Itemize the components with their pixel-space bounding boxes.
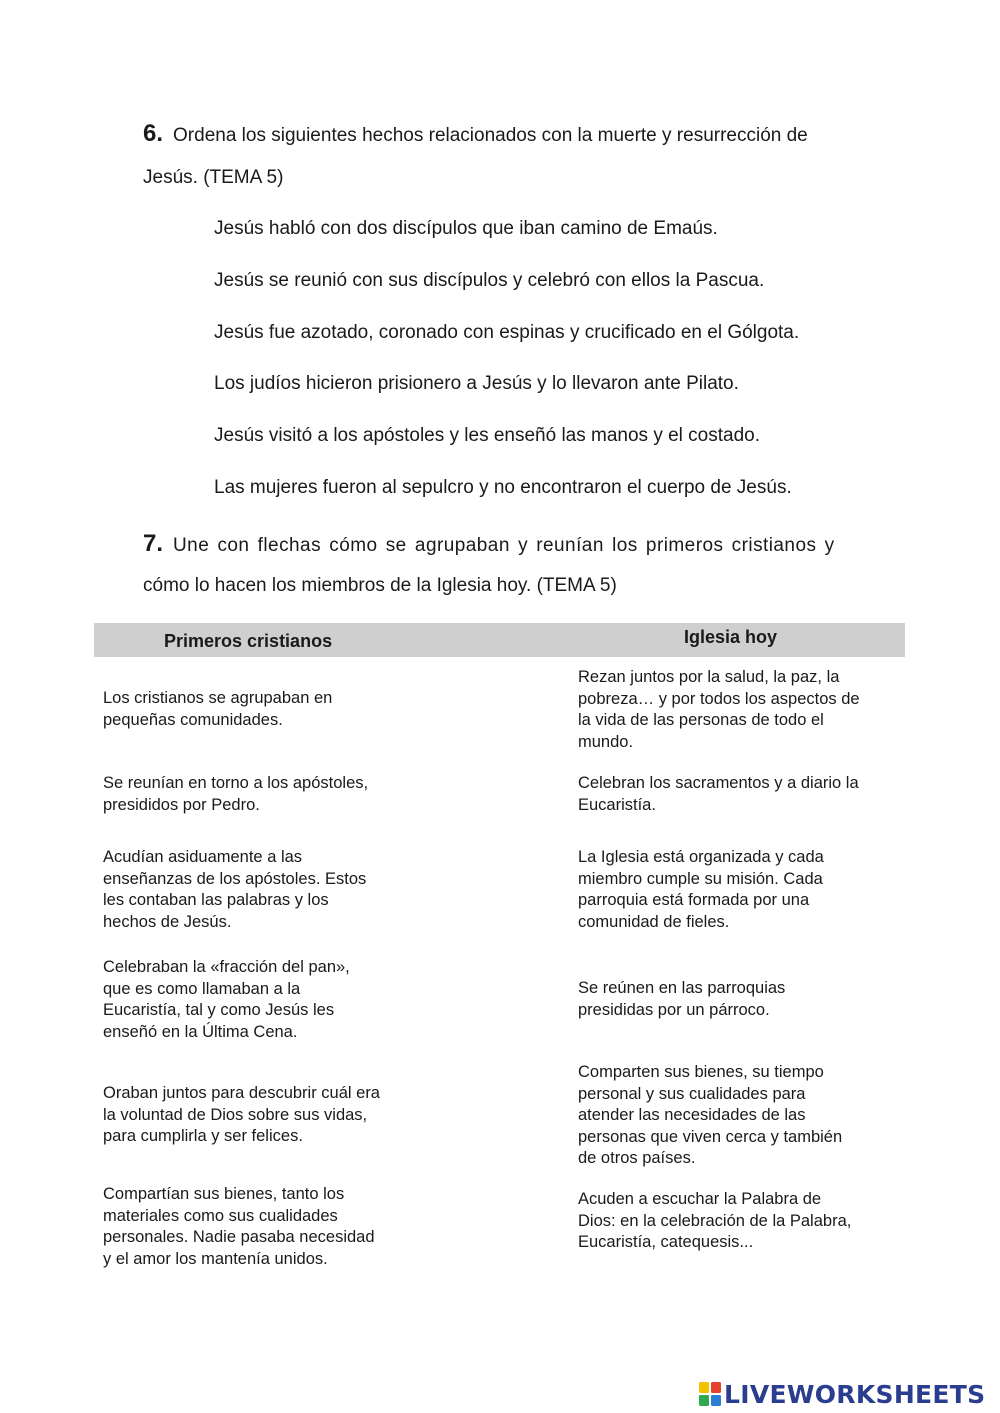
left-item[interactable] xyxy=(103,773,433,816)
event-item: Jesús habló con dos discípulos que iban camino de Emaús. xyxy=(214,218,718,239)
left-item[interactable] xyxy=(103,688,433,731)
left-column-header: Primeros cristianos xyxy=(164,631,333,651)
liveworksheets-logo-icon xyxy=(698,1380,722,1408)
item-line: Compartían sus bienes, tanto los xyxy=(103,1185,345,1203)
item-line: Eucaristía. xyxy=(578,795,656,814)
event-item: Jesús se reunió con sus discípulos y celebró con ellos la Pascua. xyxy=(214,270,765,291)
item-line: Los cristianos se agrupaban en xyxy=(103,689,333,707)
item-line: Se reunían en torno a los apóstoles, xyxy=(103,774,369,792)
item-line: personas que viven cerca y también xyxy=(578,1127,843,1146)
right-item[interactable] xyxy=(578,1189,903,1254)
item-line: personales. Nadie pasaba necesidad xyxy=(103,1228,375,1246)
question-6-line-1 xyxy=(143,122,808,148)
item-line: personal y sus cualidades para xyxy=(578,1084,806,1103)
item-line: Acuden a escuchar la Palabra de xyxy=(578,1190,822,1208)
item-line: la vida de las personas de todo el xyxy=(578,711,824,729)
item-line: Se reúnen en las parroquias xyxy=(578,979,786,997)
event-item: Los judíos hicieron prisionero a Jesús y lo llevaron ante Pilato. xyxy=(214,373,739,394)
liveworksheets-logo-text: LIVEWORKSHEETS xyxy=(724,1379,986,1409)
item-line: Comparten sus bienes, su tiempo xyxy=(578,1063,824,1081)
question-6-text: Ordena los siguientes hechos relacionados con la muerte y resurrección de xyxy=(173,125,808,146)
event-item: Jesús fue azotado, coronado con espinas y crucificado en el Gólgota. xyxy=(214,322,800,343)
item-line: y el amor los mantenía unidos. xyxy=(103,1249,328,1268)
item-line: mundo. xyxy=(578,732,634,751)
item-line: de otros países. xyxy=(578,1149,696,1167)
item-line: presididos por Pedro. xyxy=(103,795,260,814)
question-7-line-1 xyxy=(143,532,835,558)
item-line: pequeñas comunidades. xyxy=(103,710,283,729)
item-line: Oraban juntos para descubrir cuál era xyxy=(103,1084,380,1102)
item-line: comunidad de fieles. xyxy=(578,912,730,931)
question-7-number: 7. xyxy=(143,530,164,557)
item-line: enseñanzas de los apóstoles. Estos xyxy=(103,869,367,888)
item-line: pobreza… y por todos los aspectos de xyxy=(578,689,860,708)
left-item[interactable] xyxy=(103,847,433,933)
item-line: Celebraban la «fracción del pan», xyxy=(103,958,350,976)
right-item[interactable] xyxy=(578,773,903,816)
item-line: Eucaristía, catequesis... xyxy=(578,1233,754,1251)
right-item[interactable] xyxy=(578,667,903,753)
right-item[interactable] xyxy=(578,978,903,1021)
item-line: Acudían asiduamente a las xyxy=(103,848,303,866)
item-line: enseñó en la Última Cena. xyxy=(103,1022,298,1041)
item-line: Eucaristía, tal y como Jesús les xyxy=(103,1001,335,1019)
left-item[interactable] xyxy=(103,957,433,1043)
item-line: la voluntad de Dios sobre sus vidas, xyxy=(103,1105,368,1124)
item-line: atender las necesidades de las xyxy=(578,1106,806,1124)
item-line: hechos de Jesús. xyxy=(103,912,232,931)
left-item[interactable] xyxy=(103,1184,433,1270)
item-line: parroquia está formada por una xyxy=(578,891,810,909)
question-6-line-2: Jesús. (TEMA 5) xyxy=(143,167,284,188)
question-7-text: Une con flechas cómo se agrupaban y reunían los primeros cristianos y xyxy=(173,535,835,556)
right-column-header: Iglesia hoy xyxy=(684,627,778,647)
item-line: Celebran los sacramentos y a diario la xyxy=(578,774,859,792)
item-line: para cumplirla y ser felices. xyxy=(103,1127,303,1145)
item-line: presididas por un párroco. xyxy=(578,1000,770,1019)
left-item[interactable] xyxy=(103,1083,433,1148)
item-line: La Iglesia está organizada y cada xyxy=(578,848,824,866)
right-item[interactable] xyxy=(578,1062,903,1170)
item-line: Rezan juntos por la salud, la paz, la xyxy=(578,668,840,686)
right-item[interactable] xyxy=(578,847,903,933)
event-item: Jesús visitó a los apóstoles y les enseñó las manos y el costado. xyxy=(214,425,761,446)
question-7-line-2: cómo lo hacen los miembros de la Iglesia hoy. (TEMA 5) xyxy=(143,575,617,596)
question-6-number: 6. xyxy=(143,120,164,147)
item-line: les contaban las palabras y los xyxy=(103,891,329,909)
item-line: que es como llamaban a la xyxy=(103,979,301,998)
liveworksheets-logo xyxy=(698,1378,985,1410)
item-line: Dios: en la celebración de la Palabra, xyxy=(578,1211,852,1230)
event-item: Las mujeres fueron al sepulcro y no encontraron el cuerpo de Jesús. xyxy=(214,477,792,498)
item-line: materiales como sus cualidades xyxy=(103,1206,338,1225)
item-line: miembro cumple su misión. Cada xyxy=(578,869,823,888)
